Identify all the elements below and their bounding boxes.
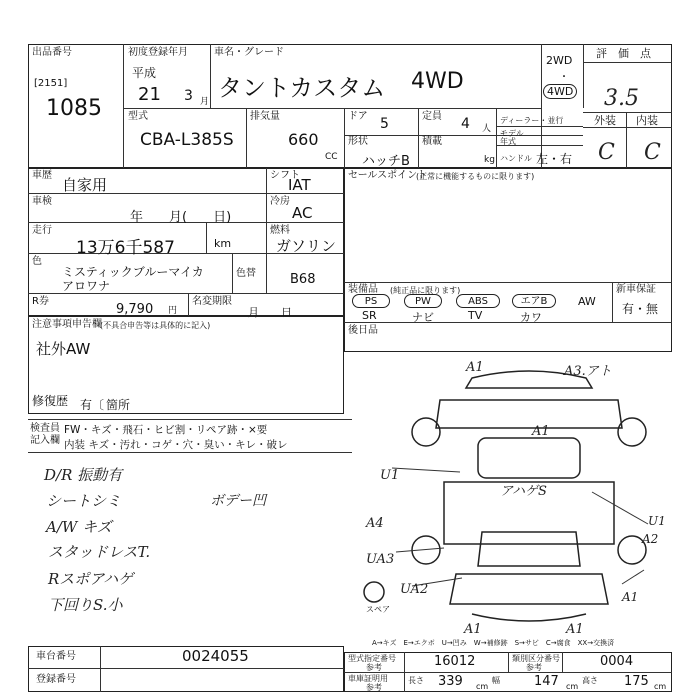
color-label: 色 xyxy=(32,256,42,267)
body-type: ハッチB xyxy=(362,154,410,169)
4wd-option-circled: 4WD xyxy=(543,84,577,99)
registration-number-label: 登録番号 xyxy=(36,674,76,685)
displacement: 660 xyxy=(288,130,319,149)
fuel-value: ガソリン xyxy=(276,237,337,255)
height-label: 高さ xyxy=(582,676,598,685)
month: 3 xyxy=(184,88,193,104)
equip-aw: AW xyxy=(578,295,596,308)
equip-abs: ABS xyxy=(456,294,500,308)
width-unit: cm xyxy=(566,682,579,691)
color-code: B68 xyxy=(290,272,316,287)
year: 21 xyxy=(138,84,161,105)
mileage-label: 走行 xyxy=(32,225,52,236)
handwritten-note-4: スタッドレスT. xyxy=(48,543,151,561)
damage-mark-rear-right: A1 xyxy=(622,590,639,604)
registration-label: 初度登録年月 xyxy=(128,47,188,58)
ac-label: 冷房 xyxy=(270,196,290,207)
handwritten-note-5: Rスポアハゲ xyxy=(48,570,134,588)
shift-label: シフト xyxy=(270,170,300,181)
sales-point-label: セールスポイント xyxy=(348,170,428,181)
equip-pw: PW xyxy=(404,294,442,308)
fuel-label: 燃料 xyxy=(270,225,290,236)
notes-label: 注意事項申告欄 xyxy=(32,319,102,330)
exterior-label: 外装 xyxy=(594,114,616,127)
color-change-label: 色替 xyxy=(236,268,256,279)
body-label: 形状 xyxy=(348,136,368,147)
model-label: 型式 xyxy=(128,111,148,122)
car-name: タントカスタム xyxy=(218,74,386,102)
handwritten-extra: ボデー凹 xyxy=(210,493,266,509)
handwritten-note-6: 下回りS.小 xyxy=(48,596,123,614)
capacity: 4 xyxy=(461,116,470,132)
lot-number: 1085 xyxy=(46,96,102,121)
month-unit: 月 xyxy=(200,97,210,107)
dealer-label: ディーラー・並行 xyxy=(500,116,564,125)
model-code: CBA-L385S xyxy=(140,130,234,150)
load-label: 積載 xyxy=(422,136,442,147)
type-label-1: 型式指定番号 xyxy=(348,654,396,663)
cc-unit: CC xyxy=(325,152,338,162)
lot-prefix: [2151] xyxy=(34,78,68,89)
era: 平成 xyxy=(132,66,157,80)
repair-history-label: 修復歴 xyxy=(32,394,69,408)
repair-history-value: 有〔 xyxy=(80,398,105,412)
damage-mark-left-front: U1 xyxy=(380,468,400,483)
equip-navi: ナビ xyxy=(412,311,434,324)
damage-mark-rear-center: A1 xyxy=(464,622,482,637)
handle-value: 左・右 xyxy=(536,152,573,166)
width-value: 147 xyxy=(534,674,559,689)
inspector-label-1: 検査員 xyxy=(30,423,60,434)
inspection-value: 年 月( 日) xyxy=(130,210,232,225)
interior-grade: C xyxy=(644,140,661,165)
class-label-2: 参考 xyxy=(526,663,542,672)
recycle-value: 9,790 xyxy=(116,302,154,317)
handle-label: ハンドル xyxy=(500,154,532,163)
inspector-label-2: 記入欄 xyxy=(30,435,60,446)
height-unit: cm xyxy=(654,682,667,691)
after-items-label: 後日品 xyxy=(348,325,378,336)
class-label-1: 類別区分番号 xyxy=(512,654,560,663)
exterior-grade: C xyxy=(598,140,615,165)
notes-label-note: (不具合申告等は具体的に記入) xyxy=(100,321,211,330)
inspector-line-2: 内装 キズ・汚れ・コゲ・穴・臭い・キレ・破レ xyxy=(64,439,288,451)
damage-legend: A→キズ E→エクボ U→凹み W→補修跡 S→サビ C→腐食 XX→交換済 xyxy=(372,639,615,647)
person-unit: 人 xyxy=(482,124,492,134)
inspection-label: 車検 xyxy=(32,196,52,207)
damage-mark-hood: A1 xyxy=(532,424,550,439)
score-value: 3.5 xyxy=(604,86,639,111)
model-year-label-1: モデル xyxy=(500,129,524,138)
damage-mark-roof: アハゲS xyxy=(500,484,547,499)
chassis-value: 0024055 xyxy=(182,647,249,665)
notes-text: 社外AW xyxy=(36,340,91,358)
damage-mark-left-rear: UA3 xyxy=(366,552,395,567)
chassis-label: 車台番号 xyxy=(36,651,76,662)
damage-mark-front: A1 xyxy=(466,360,484,375)
new-car-warranty-label: 新車保証 xyxy=(616,284,656,295)
model-year-label-2: 年式 xyxy=(500,137,516,146)
use-label: 車歴 xyxy=(32,170,52,181)
equipment-label: 装備品 xyxy=(348,284,378,295)
transfer-value: 月 日 xyxy=(248,306,292,319)
door-label: ドア xyxy=(348,111,368,122)
transfer-label: 名変期限 xyxy=(192,296,232,307)
spare-label: スペア xyxy=(366,605,390,614)
kg-unit: kg xyxy=(484,155,495,165)
score-label: 評 価 点 xyxy=(596,47,651,60)
equipment-note: (純正品に限ります) xyxy=(390,286,461,295)
drive-type: 4WD xyxy=(411,69,464,94)
doors: 5 xyxy=(380,116,389,132)
equip-sr: SR xyxy=(362,309,377,322)
equip-tv: TV xyxy=(468,309,483,322)
equip-ps: PS xyxy=(352,294,390,308)
capacity-label: 定員 xyxy=(422,111,442,122)
equip-airbag: エアB xyxy=(512,294,556,308)
recycle-label: R券 xyxy=(32,296,49,307)
interior-label: 内装 xyxy=(636,114,658,127)
new-car-warranty-value: 有・無 xyxy=(622,302,659,316)
dimension-label-2: 参考 xyxy=(366,683,382,692)
type-label-2: 参考 xyxy=(366,663,382,672)
handwritten-note-3: A/W キズ xyxy=(46,518,112,536)
handwritten-note-2: シートシミ xyxy=(46,492,122,510)
lot-label: 出品番号 xyxy=(32,47,72,58)
damage-mark-right-door: U1 xyxy=(648,514,666,528)
damage-mark-left-door: A4 xyxy=(366,516,384,531)
inspector-line-1: FW・キズ・飛石・ヒビ割・リペア跡・×要 xyxy=(64,424,268,436)
equip-leather: カワ xyxy=(520,311,542,324)
color-value-2: アロワナ xyxy=(62,279,111,293)
car-name-label: 車名・グレード xyxy=(214,47,284,58)
km-unit: km xyxy=(214,237,232,250)
type-value: 16012 xyxy=(434,654,476,669)
option-separator: ・ xyxy=(559,72,569,83)
damage-mark-front-right: A3.アト xyxy=(564,364,612,379)
damage-mark-right-rear: A2 xyxy=(642,532,659,546)
handwritten-note-1: D/R 振動有 xyxy=(44,466,123,484)
length-label: 長さ xyxy=(408,676,424,685)
sales-point-note: (正常に機能するものに限ります) xyxy=(416,172,535,181)
color-value-1: ミスティックブルーマイカ xyxy=(62,265,204,279)
mileage-value: 13万6千587 xyxy=(76,238,175,258)
use-value: 自家用 xyxy=(62,176,108,194)
height-value: 175 xyxy=(624,674,649,689)
dimension-label-1: 車庫証明用 xyxy=(348,674,388,683)
displacement-label: 排気量 xyxy=(250,111,280,122)
ac-value: AC xyxy=(292,204,313,222)
length-value: 339 xyxy=(438,674,463,689)
shift-value: IAT xyxy=(288,176,311,194)
repair-history-unit: 箇所 xyxy=(106,398,131,412)
width-label: 幅 xyxy=(492,676,500,685)
damage-mark-rear-bumper: A1 xyxy=(566,622,584,637)
class-value: 0004 xyxy=(600,654,634,669)
sales-equipment-frame xyxy=(344,168,672,352)
damage-mark-rear-left: UA2 xyxy=(400,582,429,597)
2wd-option: 2WD xyxy=(546,54,573,67)
header-frame xyxy=(28,44,672,168)
recycle-unit: 円 xyxy=(168,306,178,316)
length-unit: cm xyxy=(476,682,489,691)
